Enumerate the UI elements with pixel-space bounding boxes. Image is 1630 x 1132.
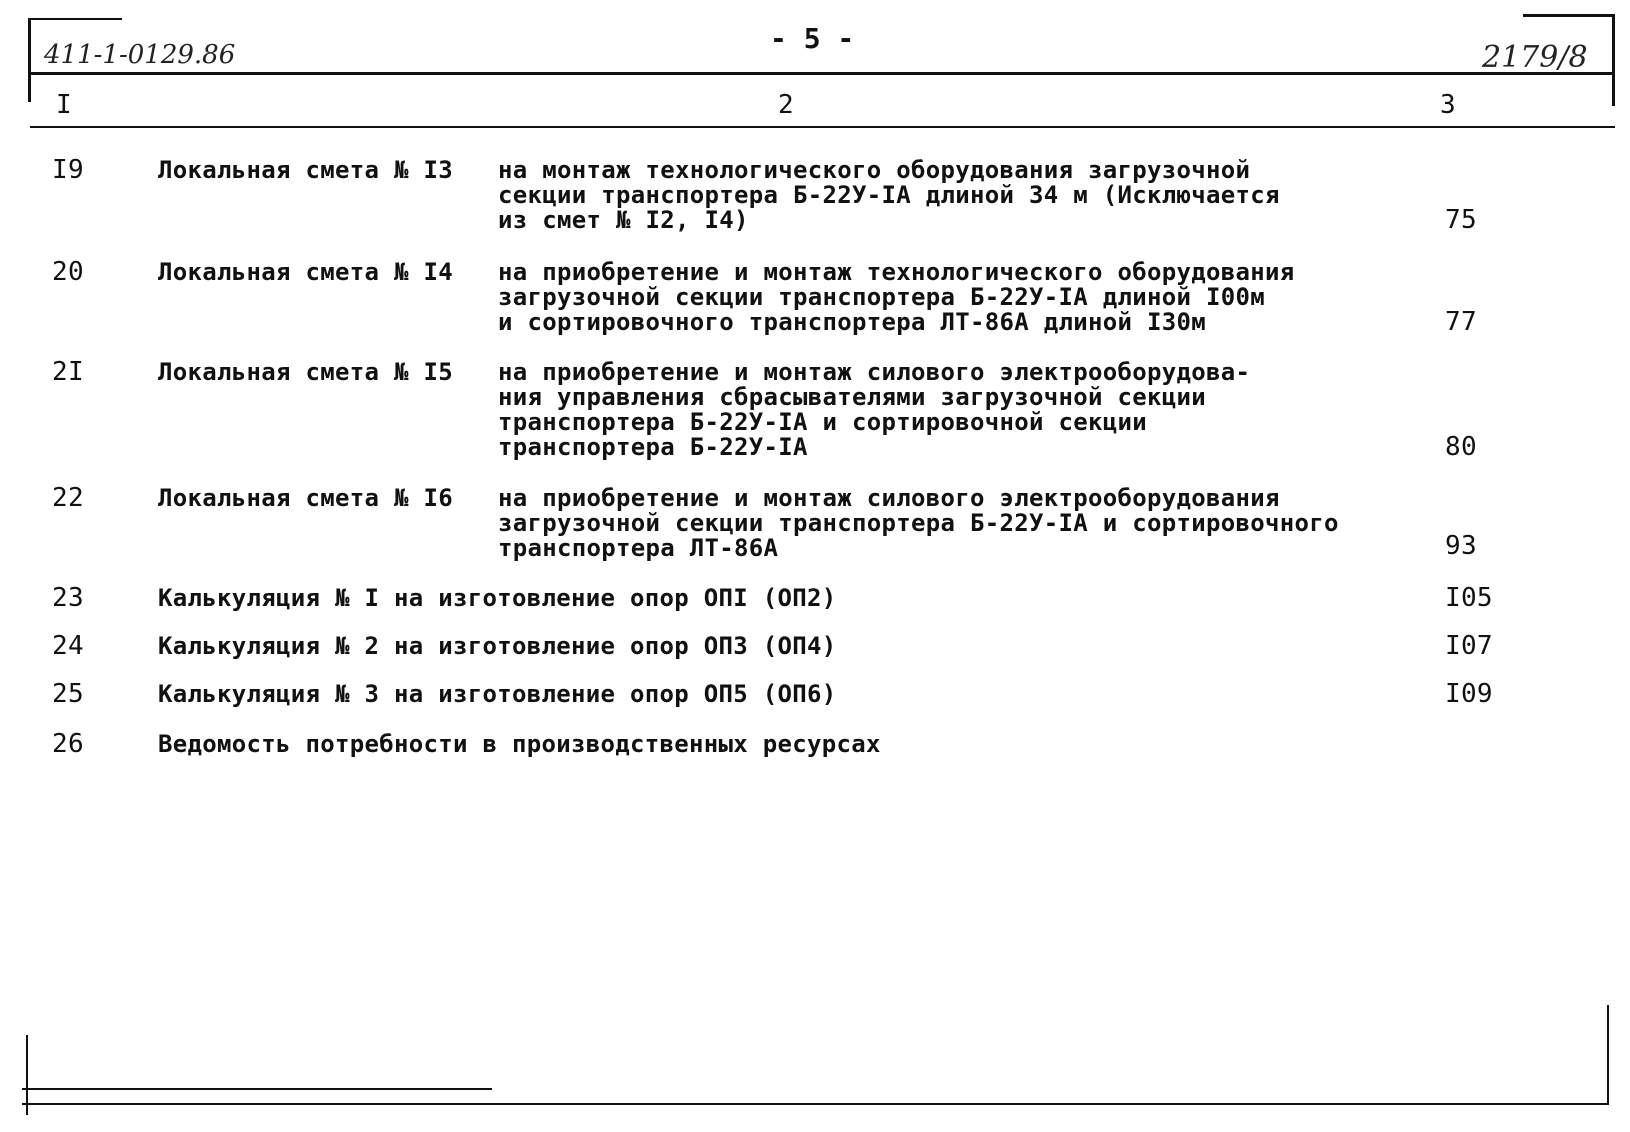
column-header-rule: [30, 126, 1615, 128]
entry-page: I07: [1445, 631, 1493, 661]
entry-title: Ведомость потребности в производственных ресурсах: [158, 730, 881, 758]
frame-line: [1607, 1005, 1609, 1105]
entry-page: I05: [1445, 583, 1493, 613]
entry-number: 20: [52, 257, 84, 287]
entry-title: Локальная смета № I4: [158, 258, 453, 286]
entry-page: 77: [1445, 307, 1477, 337]
entry-title: Локальная смета № I5: [158, 358, 453, 386]
entry-number: 26: [52, 729, 84, 759]
entry-description: на приобретение и монтаж технологического оборудования загрузочной секции транспортера Б-22У-IA длиной I00м и сортировочного транспортера ЛТ-86А длиной I30м: [498, 258, 1295, 336]
frame-line: [28, 18, 31, 102]
frame-line: [1523, 14, 1615, 17]
entry-number: 2I: [52, 357, 84, 387]
page-number: - 5 -: [770, 22, 855, 55]
column-header-2: 2: [778, 90, 794, 120]
frame-line: [30, 18, 122, 20]
document-code: 411-1-0129.86: [44, 40, 236, 70]
frame-line: [26, 1035, 28, 1115]
entry-title: Локальная смета № I6: [158, 484, 453, 512]
entry-number: 24: [52, 631, 84, 661]
entry-title: Калькуляция № 2 на изготовление опор ОП3 (ОП4): [158, 632, 837, 660]
entry-number: I9: [52, 155, 84, 185]
entry-description: на приобретение и монтаж силового электрооборудова- ния управления сбрасывателями загрузочной секции транспортера Б-22У-IA и сортировочной секции транспортера Б-22У-IA: [498, 358, 1251, 461]
frame-line: [1612, 14, 1615, 106]
column-header-3: 3: [1440, 90, 1456, 120]
entry-title: Калькуляция № 3 на изготовление опор ОП5 (ОП6): [158, 680, 837, 708]
entry-page: 75: [1445, 205, 1477, 235]
entry-title: Калькуляция № I на изготовление опор ОПI (ОП2): [158, 584, 837, 612]
entry-description: на приобретение и монтаж силового электрооборудования загрузочной секции транспортера Б-22У-IA и сортировочного транспортера ЛТ-86А: [498, 484, 1339, 562]
entry-number: 25: [52, 679, 84, 709]
entry-number: 23: [52, 583, 84, 613]
entry-title: Локальная смета № I3: [158, 156, 453, 184]
entry-page: I09: [1445, 679, 1493, 709]
frame-line: [22, 1088, 492, 1090]
document-number: 2179/8: [1482, 40, 1588, 75]
entry-page: 80: [1445, 432, 1477, 462]
entry-page: 93: [1445, 531, 1477, 561]
entry-number: 22: [52, 483, 84, 513]
column-header-1: I: [56, 90, 72, 120]
header-rule: [30, 72, 1615, 75]
frame-line: [22, 1103, 1607, 1105]
entry-description: на монтаж технологического оборудования загрузочной секции транспортера Б-22У-IA длиной 34 м (Исключается из смет № I2, I4): [498, 156, 1280, 234]
